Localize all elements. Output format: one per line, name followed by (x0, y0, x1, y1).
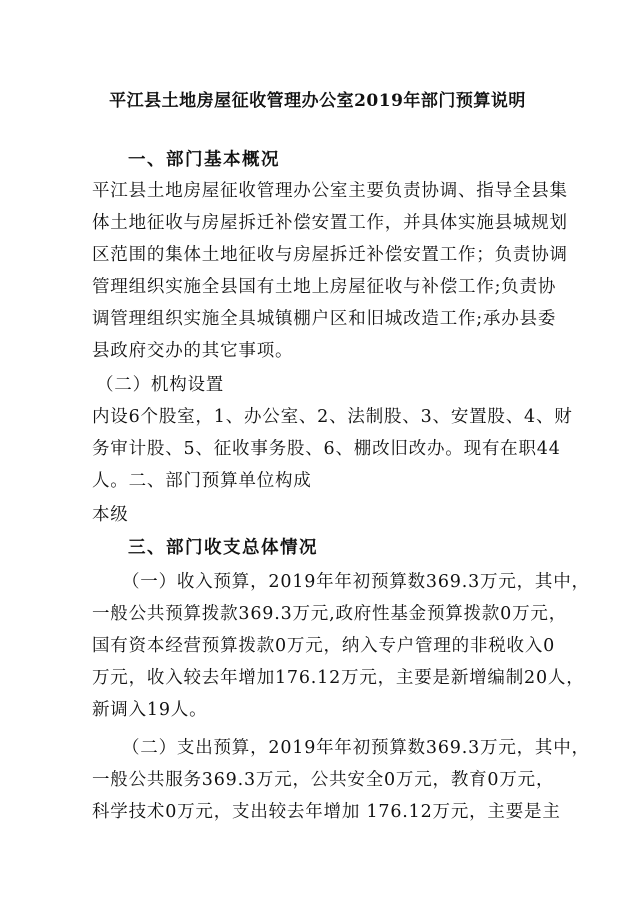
paragraph-line: 平江县土地房屋征收管理办公室主要负责协调、指导全县集 (92, 181, 568, 201)
paragraph-line: 国有资本经营预算拨款0万元，纳入专户管理的非税收入0 (92, 636, 556, 656)
paragraph-line: 一般公共预算拨款369.3万元,政府性基金预算拨款0万元， (92, 604, 567, 624)
unit-level-text: 本级 (92, 505, 129, 525)
paragraph-line: 人。二、部门预算单位构成 (92, 471, 312, 491)
paragraph-line: 内设6个股室，1、办公室、2、法制股、3、安置股、4、财 (92, 407, 573, 427)
paragraph-line: 管理组织实施全县国有土地上房屋征收与补偿工作;负责协 (92, 277, 557, 297)
paragraph-line: 调管理组织实施全具城镇棚户区和旧城改造工作;承办县委 (92, 309, 557, 329)
paragraph-line: （一）收入预算，2019年年初预算数369.3万元，其中， (122, 572, 590, 592)
paragraph-line: 县政府交办的其它事项。 (92, 341, 294, 361)
subsection-heading-structure: （二）机构设置 (96, 375, 225, 395)
paragraph-line: 新调入19人。 (92, 700, 208, 720)
paragraph-line: 务审计股、5、征收事务股、6、棚改旧改办。现有在职44 (92, 439, 561, 459)
paragraph-line: （二）支出预算，2019年年初预算数369.3万元，其中， (122, 738, 590, 758)
paragraph-line: 科学技术0万元，支出较去年增加 176.12万元，主要是主 (92, 802, 561, 822)
paragraph-line: 一般公共服务369.3万元，公共安全0万元，教育0万元， (92, 770, 555, 790)
section-heading-overview: 一、部门基本概况 (128, 150, 280, 170)
paragraph-line: 体土地征收与房屋拆迁补偿安置工作，并具体实施县城规划 (92, 213, 568, 233)
section-heading-budget: 三、部门收支总体情况 (128, 538, 318, 558)
paragraph-line: 万元，收入较去年增加176.12万元，主要是新增编制20人， (92, 668, 585, 688)
paragraph-line: 区范围的集体土地征收与房屋拆迁补偿安置工作；负责协调 (92, 245, 568, 265)
document-title: 平江县土地房屋征收管理办公室2019年部门预算说明 (109, 91, 526, 111)
